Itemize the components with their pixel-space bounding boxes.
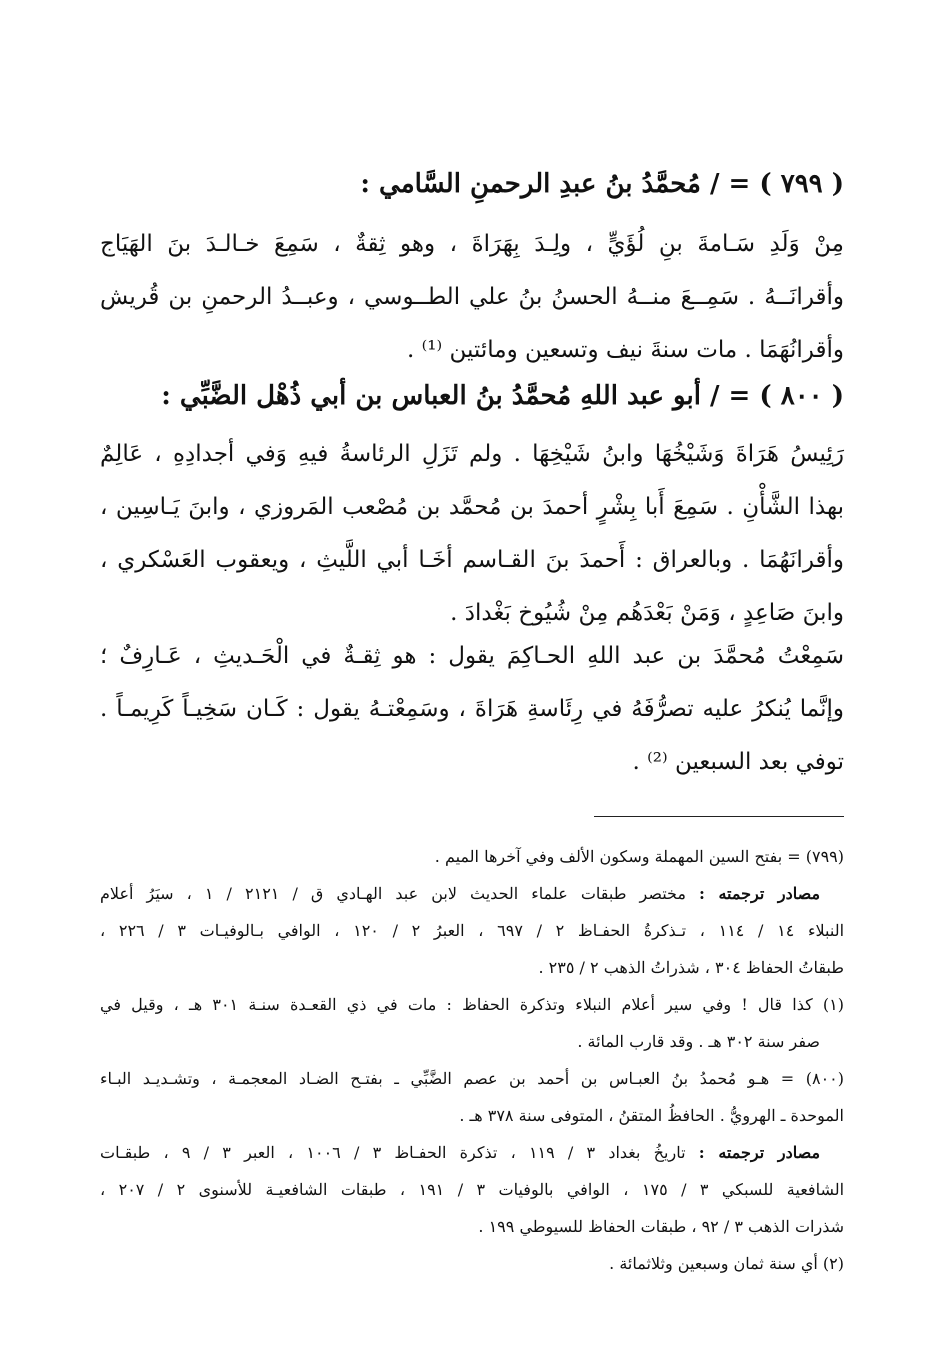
footnote-line: (٨٠٠) = هـو مُحمدُ بنُ العبـاس بن أحمد بن عصم الضَّبِّي ـ بفتـح الضـاد المعجمـة ، وتشـديـد البـاء xyxy=(100,1069,844,1088)
footnote-line xyxy=(100,875,844,912)
footnote-separator xyxy=(594,816,844,817)
footnote-line: صفر سنة ٣٠٢ هـ . وقد قارب المائة . xyxy=(577,1032,820,1051)
text-line: وابنَ صَاعِدٍ ، وَمَنْ بَعْدَهُم مِنْ شُيُوخ بَغْدادَ . xyxy=(450,600,844,626)
footnote-line: الموحدة ـ الهرويُّ . الحافظُ المتقنُ ، المتوفى سنة ٣٧٨ هـ . xyxy=(459,1106,844,1125)
text-line: سَمِعْتُ مُحمَّدَ بن عبد اللهِ الحـاكِمَ يقول : هو ثِقـةٌ في الْحَـديثِ ، عَـارِفٌ ؛ xyxy=(100,643,844,669)
footnote xyxy=(100,1060,844,1134)
text-line: رَئِيسُ هَرَاةَ وَشَيْخُهَا وابنُ شَيْخِهَا . ولم تَزَلِ الرئاسةُ فيهِ وَفي أجدادِهِ ، عَالِمٌ xyxy=(100,441,844,467)
footnote-line: (١) كذا قال ! وفي سير أعلام النبلاء وتذكرة الحفاظ : مات في ذي القعـدة سنـة ٣٠١ هـ ، وقيل في xyxy=(100,995,845,1014)
entry-heading: ( ٨٠٠ ) = / أبو عبد اللهِ مُحمَّدُ بنُ العباس بن أبي ذُهْل الضَّبِّي : xyxy=(161,381,844,411)
footnote xyxy=(100,1134,844,1245)
footnote-line: (٢) أي سنة ثمان وسبعين وثلاثمائة . xyxy=(609,1254,844,1273)
footnote xyxy=(100,986,844,1060)
entry-heading: ( ٧٩٩ ) = / مُحمَّدُ بنُ عبدِ الرحمنِ السَّامي : xyxy=(360,169,844,199)
footnote xyxy=(100,1245,844,1282)
footnotes xyxy=(100,838,844,1282)
text-line: توفي بعد السبعين ⁽²⁾ . xyxy=(632,749,844,775)
footnote-line: الشافعية للسبكي ٣ / ١٧٥ ، الوافي بالوفيات ٣ / ١٩١ ، طبقات الشافعيـة للأسنوى ٢ / ٢٠٧ ، xyxy=(100,1180,845,1199)
entry-body xyxy=(100,428,844,640)
text-line: مِنْ وَلَدِ سَـامةَ بنِ لُؤَيٍّ ، ولِـدَ بِهَرَاةَ ، وهو ثِقةٌ ، سَمِعَ خـالـدَ بنَ الهَيَاج xyxy=(100,231,844,257)
text-line: وإنَّما يُنكرُ عليه تصرُّفَهُ في رِئَاسةِ هَرَاةَ ، وسَمِعْتـهُ يقول : كَـان سَخِيـاً كَرِيمـاً . xyxy=(100,696,844,722)
entry-body xyxy=(100,218,844,377)
footnote xyxy=(100,838,844,875)
footnote-text: مختصر طبقات علماء الحديث لابن عبد الهـادي ق / ٢١٢١ / ١ ، سيَرُ أعلام xyxy=(100,884,700,903)
footnote-line: طبقاتُ الحفاظ ٣٠٤ ، شذراتُ الذهب ٢ / ٢٣٥ . xyxy=(538,958,844,977)
footnote-line: النبلاء ١٤ / ١١٤ ، تـذكرةُ الحفـاظ ٢ / ٦٩٧ ، العبرُ ٢ / ١٢٠ ، الوافي بـالوفيـات ٣ / ٢٢٦ ، xyxy=(100,921,845,940)
text-line: بهذا الشَّأْنِ . سَمِعَ أَبا بِشْرٍ أحمدَ بن مُحمَّد بن مُصْعب المَروزي ، وابنَ يَـاسِين ، xyxy=(100,494,844,520)
sources-label: مصادر ترجمته : xyxy=(699,884,821,903)
footnote-line: شذرات الذهب ٣ / ٩٢ ، طبقات الحفاظ للسيوطي ١٩٩ . xyxy=(478,1217,844,1236)
footnote-text: تاريخُ بغداد ٣ / ١١٩ ، تذكرة الحفـاظ ٣ / ١٠٠٦ ، العبر ٣ / ٩ ، طبقـات xyxy=(100,1143,699,1162)
text-line: وأقرانُهَمَا . مات سنةَ نيف وتسعين ومائتين ⁽¹⁾ . xyxy=(406,337,844,363)
text-line: وأقرانَهُمَا . وبالعراق : أَحمدَ بنَ القـاسم أخَـا أبي اللَّيثِ ، ويعقوب العَسْكري ، xyxy=(100,547,844,573)
footnote xyxy=(100,875,844,986)
text-line: وأقرانَــهُ . سَمِــعَ منــهُ الحسنُ بنُ علي الطــوسي ، وعبــدُ الرحمنِ بن قُريش xyxy=(100,284,844,310)
entry-body xyxy=(100,630,844,789)
footnote-line: (٧٩٩) = بفتح السين المهملة وسكون الألف وفي آخرها الميم . xyxy=(434,847,844,866)
sources-label: مصادر ترجمته : xyxy=(698,1143,821,1162)
footnote-line xyxy=(100,1134,844,1171)
